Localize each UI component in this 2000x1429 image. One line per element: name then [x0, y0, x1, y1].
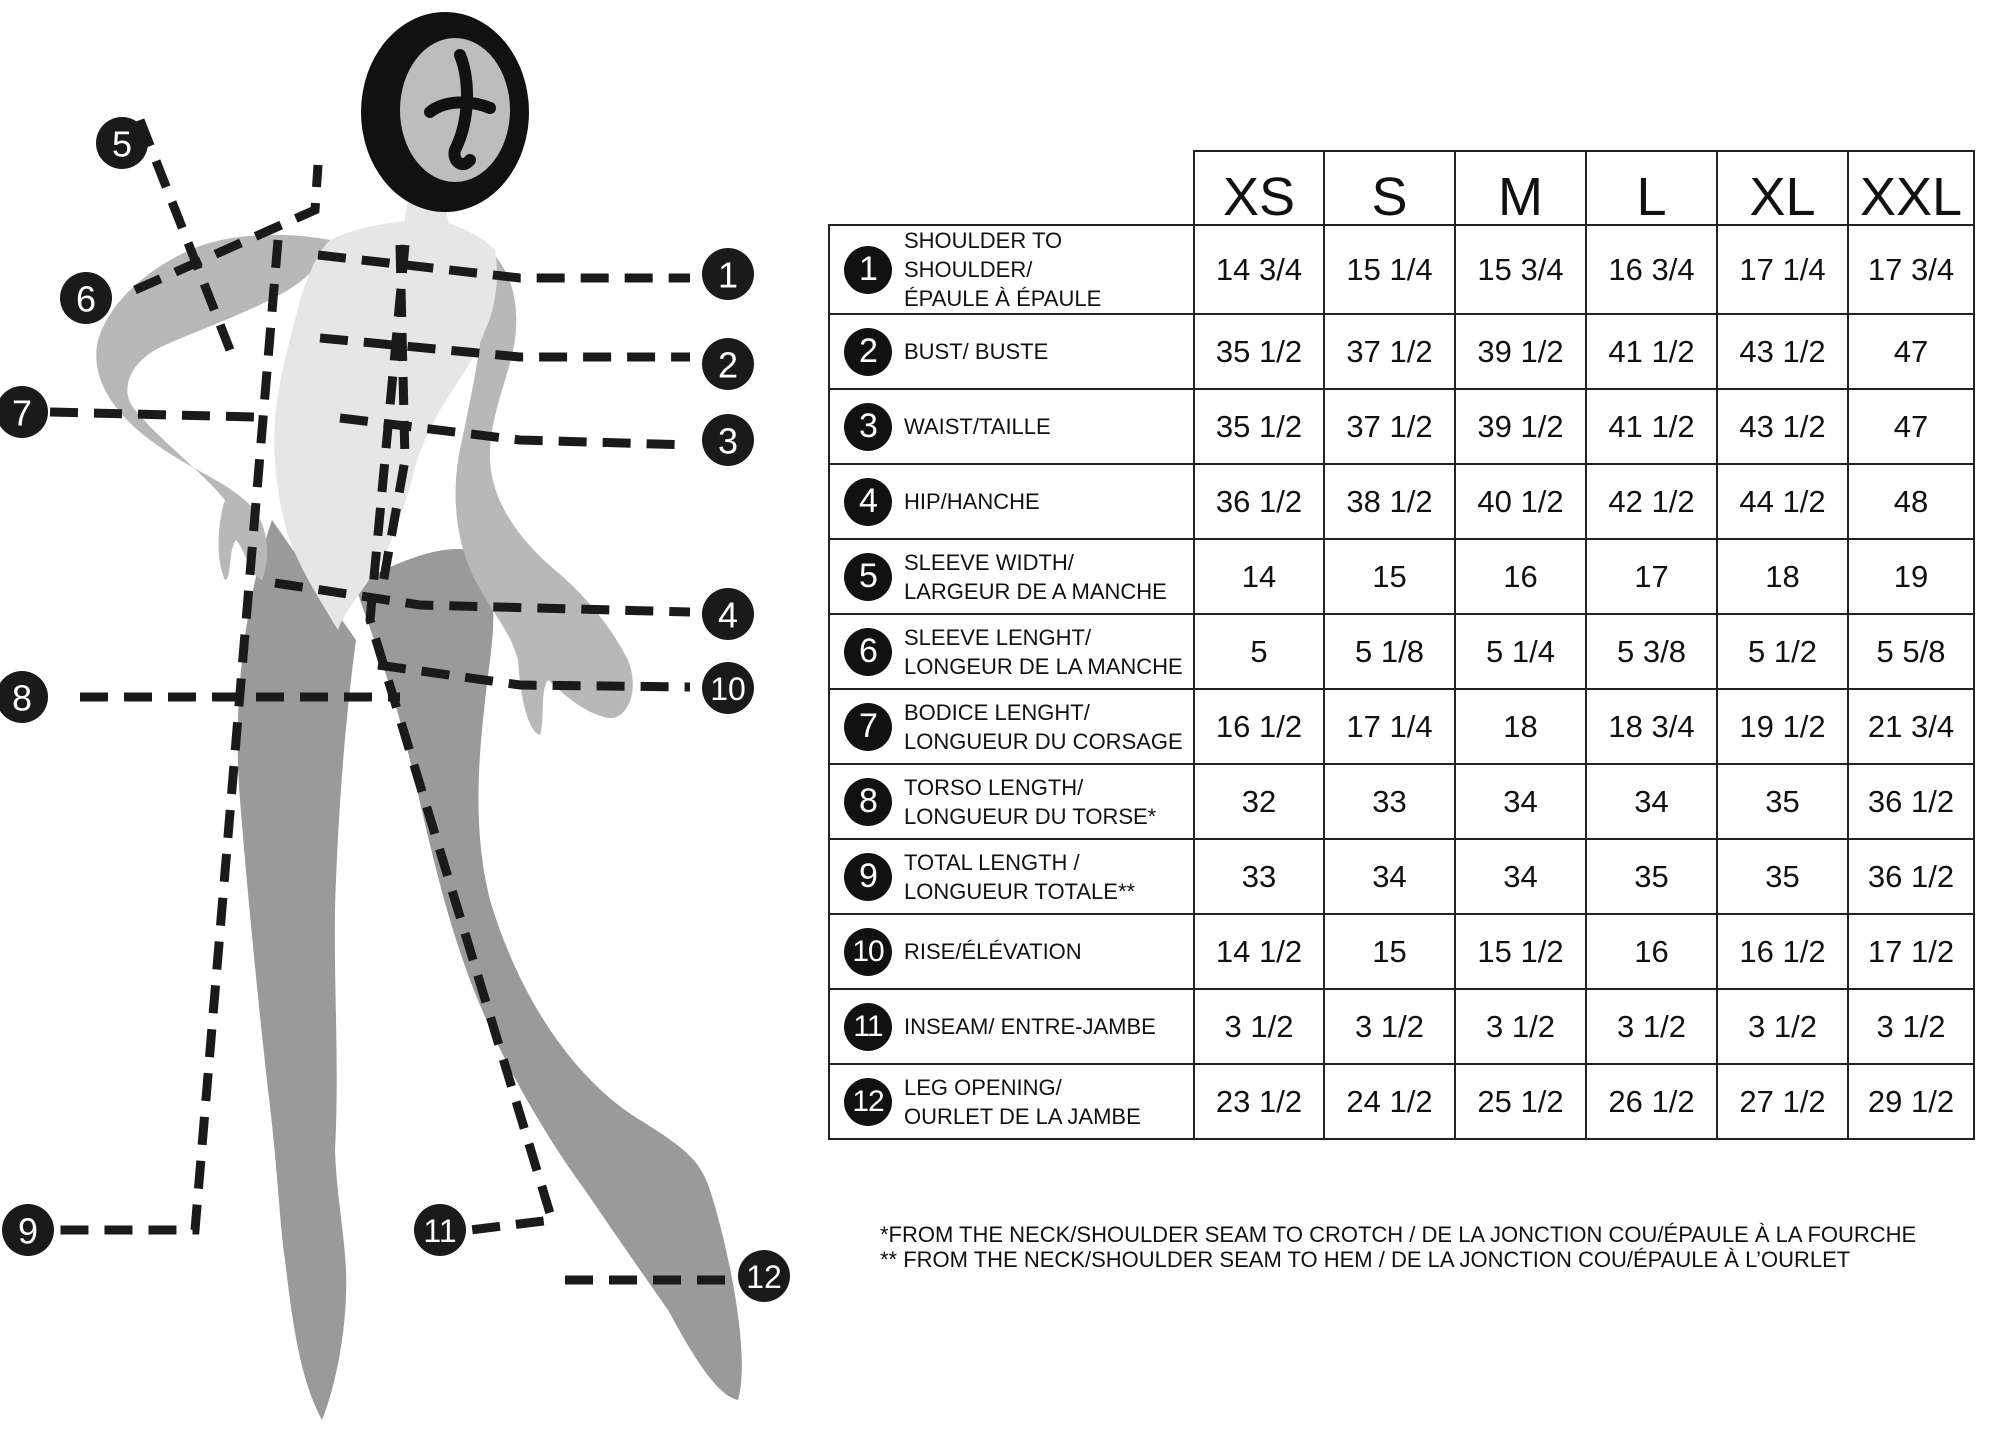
measurement-label-line: ÉPAULE À ÉPAULE	[904, 286, 1102, 311]
svg-text:4: 4	[717, 594, 739, 636]
size-value-cell: 17 1/4	[1717, 225, 1848, 314]
measurement-label-cell	[829, 839, 1194, 914]
size-value-cell: 15 3/4	[1455, 225, 1586, 314]
measurement-label	[904, 773, 1156, 831]
svg-text:11: 11	[423, 1213, 457, 1249]
measurement-label	[904, 1012, 1156, 1041]
size-value-cell: 33	[1324, 764, 1455, 839]
measurement-label	[904, 487, 1040, 516]
size-value-cell: 32	[1194, 764, 1324, 839]
measurement-label-line: SLEEVE WIDTH/	[904, 549, 1074, 575]
size-value-cell: 36 1/2	[1848, 764, 1974, 839]
size-value-cell: 17 1/2	[1848, 914, 1974, 989]
measurement-label	[904, 698, 1183, 756]
back-leg-silhouette	[238, 520, 356, 1420]
size-header-xxl: XXL	[1848, 151, 1974, 225]
measurement-label-line: LEG OPENING/	[904, 1074, 1062, 1100]
size-value-cell: 3 1/2	[1455, 989, 1586, 1064]
measurement-number-badge: 3	[844, 403, 892, 451]
svg-text:10: 10	[710, 671, 746, 707]
size-value-cell: 35	[1717, 764, 1848, 839]
measurement-label-line: BODICE LENGHT/	[904, 699, 1090, 725]
measurement-label	[904, 412, 1051, 441]
marker-7	[0, 386, 48, 438]
measurement-label	[904, 337, 1048, 366]
size-value-cell: 25 1/2	[1455, 1064, 1586, 1139]
marker-10	[702, 662, 754, 714]
table-row	[829, 689, 1974, 764]
measurement-label-cell	[829, 225, 1194, 314]
size-table-body	[829, 225, 1974, 1139]
measurement-number-badge: 9	[844, 853, 892, 901]
size-header-row	[829, 151, 1974, 225]
svg-text:7: 7	[11, 392, 33, 434]
size-value-cell: 5	[1194, 614, 1324, 689]
measurement-label-cell	[829, 989, 1194, 1064]
svg-text:6: 6	[75, 278, 97, 320]
svg-text:12: 12	[746, 1259, 782, 1295]
size-value-cell: 36 1/2	[1194, 464, 1324, 539]
size-value-cell: 5 5/8	[1848, 614, 1974, 689]
size-value-cell: 42 1/2	[1586, 464, 1717, 539]
marker-11	[414, 1204, 466, 1256]
svg-text:2: 2	[717, 344, 739, 386]
size-value-cell: 43 1/2	[1717, 389, 1848, 464]
table-row	[829, 539, 1974, 614]
size-value-cell: 44 1/2	[1717, 464, 1848, 539]
size-value-cell: 23 1/2	[1194, 1064, 1324, 1139]
table-row	[829, 225, 1974, 314]
size-value-cell: 14	[1194, 539, 1324, 614]
size-value-cell: 16 1/2	[1717, 914, 1848, 989]
measurement-label	[904, 848, 1135, 906]
size-value-cell: 34	[1324, 839, 1455, 914]
size-value-cell: 3 1/2	[1324, 989, 1455, 1064]
table-row	[829, 389, 1974, 464]
measurement-number-badge: 11	[844, 1003, 892, 1051]
size-value-cell: 15	[1324, 914, 1455, 989]
marker-8	[0, 671, 48, 723]
table-row	[829, 764, 1974, 839]
size-value-cell: 18 3/4	[1586, 689, 1717, 764]
table-row	[829, 614, 1974, 689]
size-value-cell: 41 1/2	[1586, 314, 1717, 389]
measurement-label-line: LONGUEUR DU TORSE*	[904, 803, 1157, 829]
size-value-cell: 33	[1194, 839, 1324, 914]
measurement-number-badge: 5	[844, 553, 892, 601]
marker-6	[60, 272, 112, 324]
size-value-cell: 5 1/2	[1717, 614, 1848, 689]
measurement-label-line: OURLET DE LA JAMBE	[904, 1103, 1141, 1129]
size-value-cell: 3 1/2	[1848, 989, 1974, 1064]
size-value-cell: 43 1/2	[1717, 314, 1848, 389]
size-value-cell: 15 1/2	[1455, 914, 1586, 989]
table-row	[829, 914, 1974, 989]
measurement-label-cell	[829, 464, 1194, 539]
size-value-cell: 37 1/2	[1324, 389, 1455, 464]
size-value-cell: 37 1/2	[1324, 314, 1455, 389]
svg-text:3: 3	[717, 420, 739, 462]
size-value-cell: 5 1/4	[1455, 614, 1586, 689]
measurement-label-line: LONGUEUR TOTALE**	[904, 878, 1136, 904]
size-value-cell: 35	[1717, 839, 1848, 914]
measurement-label-cell	[829, 614, 1194, 689]
table-row	[829, 464, 1974, 539]
table-row	[829, 989, 1974, 1064]
size-value-cell: 41 1/2	[1586, 389, 1717, 464]
measurement-label-line: WAIST/TAILLE	[904, 414, 1051, 439]
size-header-l: L	[1586, 151, 1717, 225]
marker-1	[702, 248, 754, 300]
footnotes	[880, 1222, 1916, 1272]
measurement-number-badge: 8	[844, 778, 892, 826]
size-value-cell: 38 1/2	[1324, 464, 1455, 539]
size-value-cell: 14 3/4	[1194, 225, 1324, 314]
size-header-m: M	[1455, 151, 1586, 225]
marker-12	[738, 1250, 790, 1302]
table-row	[829, 1064, 1974, 1139]
measurement-label-cell	[829, 389, 1194, 464]
marker-2	[702, 338, 754, 390]
size-value-cell: 27 1/2	[1717, 1064, 1848, 1139]
measurement-label-line: LONGUEUR DU CORSAGE	[904, 728, 1183, 754]
measurement-number-badge: 1	[844, 246, 892, 294]
marker-9	[2, 1204, 54, 1256]
measurement-label-line: INSEAM/ ENTRE-JAMBE	[904, 1014, 1156, 1039]
measurement-label-line: HIP/HANCHE	[904, 489, 1040, 514]
table-row	[829, 314, 1974, 389]
measurement-number-badge: 4	[844, 478, 892, 526]
measurement-label-cell	[829, 764, 1194, 839]
header-blank-cell	[829, 151, 1194, 225]
size-value-cell: 19 1/2	[1717, 689, 1848, 764]
size-value-cell: 15 1/4	[1324, 225, 1455, 314]
svg-text:8: 8	[11, 677, 33, 719]
svg-text:9: 9	[17, 1210, 39, 1252]
size-value-cell: 35	[1586, 839, 1717, 914]
size-value-cell: 17	[1586, 539, 1717, 614]
size-value-cell: 36 1/2	[1848, 839, 1974, 914]
size-value-cell: 3 1/2	[1586, 989, 1717, 1064]
size-value-cell: 16	[1586, 914, 1717, 989]
measurement-label-cell	[829, 914, 1194, 989]
size-chart-table	[828, 150, 1975, 1140]
measurement-label-line: LARGEUR DE A MANCHE	[904, 578, 1167, 604]
size-value-cell: 34	[1455, 839, 1586, 914]
measurement-number-badge: 2	[844, 328, 892, 376]
size-value-cell: 47	[1848, 314, 1974, 389]
size-header-xs: XS	[1194, 151, 1324, 225]
measurement-label	[904, 548, 1167, 606]
size-value-cell: 17 3/4	[1848, 225, 1974, 314]
size-value-cell: 47	[1848, 389, 1974, 464]
size-value-cell: 18	[1455, 689, 1586, 764]
size-value-cell: 35 1/2	[1194, 389, 1324, 464]
size-header-xl: XL	[1717, 151, 1848, 225]
measurement-label-line: RISE/ÉLÉVATION	[904, 939, 1082, 964]
footnote-total: ** FROM THE NECK/SHOULDER SEAM TO HEM / DE LA JONCTION COU/ÉPAULE À L’OURLET	[880, 1247, 1851, 1272]
size-value-cell: 40 1/2	[1455, 464, 1586, 539]
footnote-torso: *FROM THE NECK/SHOULDER SEAM TO CROTCH / DE LA JONCTION COU/ÉPAULE À LA FOURCHE	[880, 1222, 1917, 1247]
size-value-cell: 19	[1848, 539, 1974, 614]
body-measurement-figure	[0, 0, 870, 1429]
size-value-cell: 34	[1586, 764, 1717, 839]
size-value-cell: 3 1/2	[1717, 989, 1848, 1064]
measurement-label-line: SHOULDER TO SHOULDER/	[904, 228, 1063, 282]
size-value-cell: 14 1/2	[1194, 914, 1324, 989]
marker-3	[702, 414, 754, 466]
size-value-cell: 16 3/4	[1586, 225, 1717, 314]
marker-4	[702, 588, 754, 640]
measurement-label-cell	[829, 539, 1194, 614]
measurement-label	[904, 937, 1082, 966]
size-value-cell: 24 1/2	[1324, 1064, 1455, 1139]
size-value-cell: 35 1/2	[1194, 314, 1324, 389]
size-value-cell: 48	[1848, 464, 1974, 539]
measurement-number-badge: 12	[844, 1078, 892, 1126]
size-value-cell: 26 1/2	[1586, 1064, 1717, 1139]
size-value-cell: 16	[1455, 539, 1586, 614]
size-value-cell: 34	[1455, 764, 1586, 839]
size-value-cell: 29 1/2	[1848, 1064, 1974, 1139]
table-row	[829, 839, 1974, 914]
size-value-cell: 18	[1717, 539, 1848, 614]
measurement-label	[904, 1073, 1141, 1131]
measurement-number-badge: 7	[844, 703, 892, 751]
size-value-cell: 15	[1324, 539, 1455, 614]
size-value-cell: 21 3/4	[1848, 689, 1974, 764]
measurement-label-line: TORSO LENGTH/	[904, 774, 1084, 800]
marker-5	[96, 117, 148, 169]
measurement-label-cell	[829, 314, 1194, 389]
size-value-cell: 5 1/8	[1324, 614, 1455, 689]
size-value-cell: 17 1/4	[1324, 689, 1455, 764]
measurement-label-cell	[829, 1064, 1194, 1139]
measurement-label-line: BUST/ BUSTE	[904, 339, 1049, 364]
svg-text:1: 1	[717, 254, 739, 296]
svg-text:5: 5	[111, 123, 133, 165]
measurement-label-cell	[829, 689, 1194, 764]
size-value-cell: 39 1/2	[1455, 389, 1586, 464]
measurement-label	[904, 226, 1193, 313]
measurement-label	[904, 623, 1183, 681]
measurement-label-line: LONGEUR DE LA MANCHE	[904, 653, 1183, 679]
size-value-cell: 3 1/2	[1194, 989, 1324, 1064]
size-value-cell: 39 1/2	[1455, 314, 1586, 389]
measurement-label-line: TOTAL LENGTH /	[904, 849, 1080, 875]
measurement-number-badge: 6	[844, 628, 892, 676]
measurement-label-line: SLEEVE LENGHT/	[904, 624, 1092, 650]
size-value-cell: 5 3/8	[1586, 614, 1717, 689]
size-value-cell: 16 1/2	[1194, 689, 1324, 764]
size-header-s: S	[1324, 151, 1455, 225]
measurement-number-badge: 10	[844, 928, 892, 976]
